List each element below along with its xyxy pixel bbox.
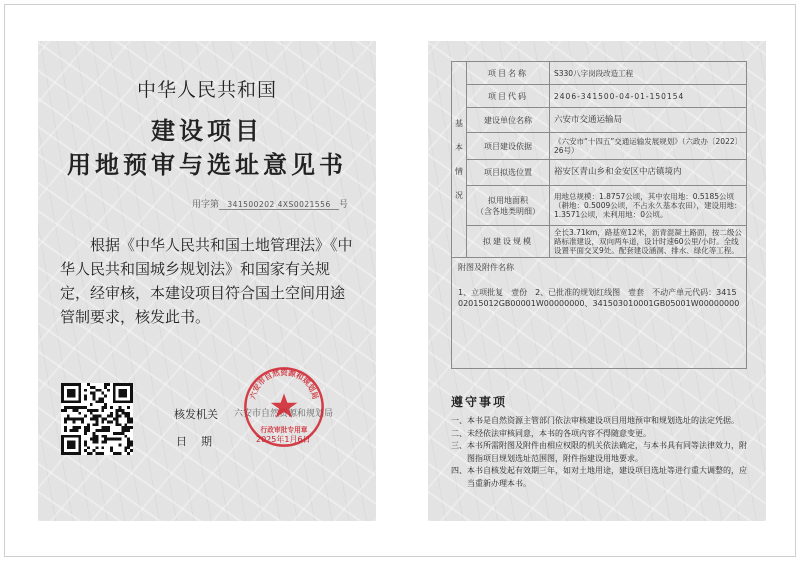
notes-list [451,415,749,490]
attachments-cell [452,258,747,369]
note-item: 二、未经依法审核同意，本书的各项内容不得随意变更。 [451,428,651,438]
note-item: 三、本书所需附图及附件由相应权限的机关依法确定，与本书具有同等法律效力，附图指项目规划选址范围图，附件指建设用地要求。 [451,441,747,463]
attachments-title: 附图及附件名称 [458,263,514,272]
qr-code-icon [61,383,133,455]
value-land-area: 用地总规模：1.8757公顷，其中农用地：0.5185公顷（耕地：0.5009公顷，不占永久基本农田），建设用地：1.3571公顷，未利用地：0公顷。 [550,186,747,226]
note-item: 一、本书是自然资源主管部门依法审核建设项目用地预审和规划选址的法定凭据。 [451,416,739,425]
label-land-area [467,186,550,226]
value-project-code: 2406-341500-04-01-150154 [550,85,747,108]
value-builder-name: 六安市交通运输局 [550,108,747,133]
permit-suffix: 号 [339,200,349,210]
value-construction-basis: 《六安市“十四五”交通运输发展规划》（六政办〔2022〕26号） [550,133,747,160]
official-seal-stamp-icon [242,365,326,449]
certificate-title-line1: 建设项目 [151,117,263,145]
value-proposed-location: 裕安区青山乡和金安区中店镇境内 [550,160,747,186]
label-land-area-line2: （含各地类明细） [476,206,540,216]
label-construction-basis: 项目建设依据 [467,133,550,160]
label-project-code: 项目代码 [467,85,550,108]
basic-info-side-label: 基本情况 [452,62,467,258]
value-project-name: S330八字岗段改造工程 [550,62,747,85]
attachments-list: 1、立项批复 壹份 2、已批准的规划红线图 壹套 不动产单元代码：341502015012GB00001W00000000、341503010001GB05001W00000000 [458,288,740,308]
label-land-area-line1: 拟用地面积 [488,195,528,205]
date-label: 日期 [176,435,226,448]
country-name: 中华人民共和国 [136,79,277,101]
note-item: 四、本书自核发起有效期三年，如对土地用途，建设项目选址等进行重大调整的，应当重新办理本书。 [451,466,747,488]
seal-bottom-text: 行政审批专用章 [260,426,308,435]
value-construction-scale: 全长3.71km，路基宽12米，沥青混凝土路面，按二级公路标准建设，双向两车道，设计时速60公里/小时。全线设置平面交叉9处。配套建设涵洞、排水、绿化等工程。 [550,226,747,258]
issuer-label: 核发机关 [174,408,218,421]
permit-number: 341500202 4XS0021556 [219,200,339,210]
label-project-name: 项目名称 [467,62,550,85]
certificate-body-text: 根据《中华人民共和国土地管理法》《中华人民共和国城乡规划法》和国家有关规定，经审核，本建设项目符合国土空间用途管制要求，核发此书。 [60,236,353,326]
issue-date: 2025年1月6日 [256,435,311,444]
label-construction-scale: 拟建设规模 [467,226,550,258]
permit-prefix: 用字第 [192,200,220,210]
basic-info-table [451,61,747,369]
label-builder-name: 建设单位名称 [467,108,550,133]
certificate-details-page [428,41,766,521]
notes-title: 遵守事项 [451,395,508,409]
permit-number-line [192,197,348,210]
seal-top-text: 六安市自然资源和规划局 [247,367,321,401]
certificate-cover-page [38,41,376,521]
label-proposed-location: 项目拟选位置 [467,160,550,186]
issuer-name: 六安市自然资源和规划局 [234,409,334,419]
certificate-title-line2: 用地预审与选址意见书 [67,151,347,179]
